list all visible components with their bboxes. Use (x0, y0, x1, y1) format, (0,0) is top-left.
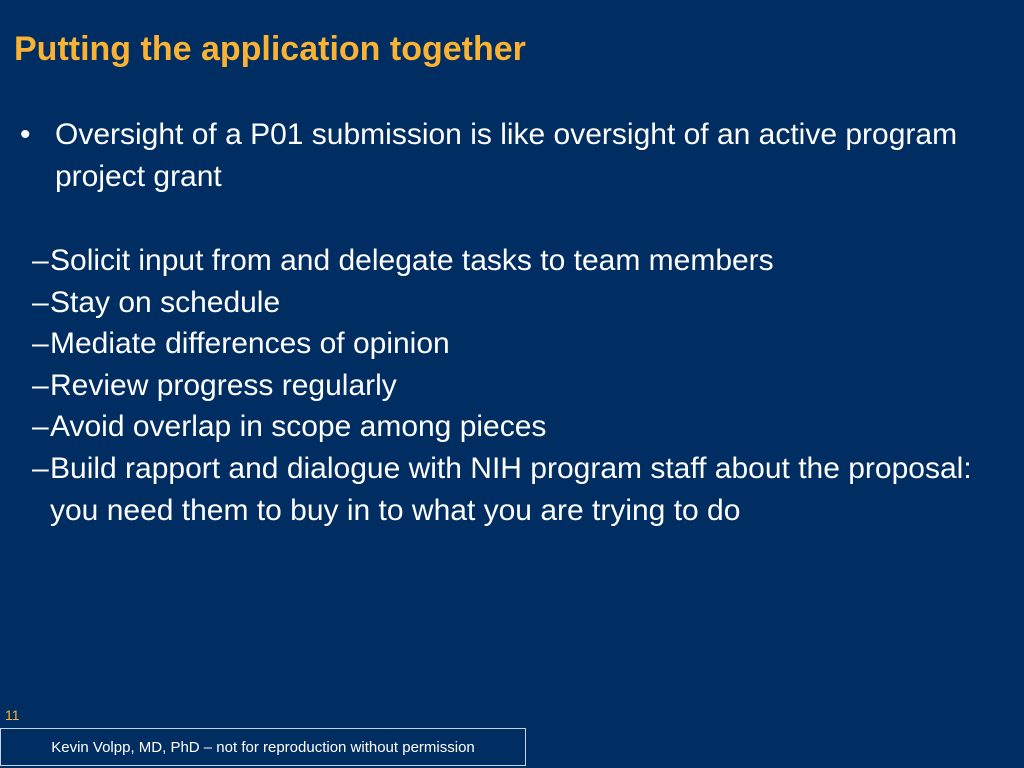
dash-icon: – (32, 410, 49, 444)
slide-title: Putting the application together (14, 30, 526, 68)
dash-icon: – (32, 285, 49, 319)
dash-icon: – (32, 244, 49, 277)
dash-icon: – (32, 451, 49, 485)
sub-bullet-text: Build rapport and dialogue with NIH program staff about the proposal: you need them to buy in to what you are trying to do (50, 451, 972, 527)
sub-bullet-item (32, 323, 992, 365)
sub-bullet-text: Solicit input from and delegate tasks to team members (50, 244, 774, 277)
sub-bullet-item (32, 406, 992, 448)
sub-bullet-item (32, 365, 992, 407)
page-number: 11 (5, 707, 20, 723)
footer-notice: Kevin Volpp, MD, PhD – not for reproduction without permission (0, 728, 526, 766)
dash-icon: – (32, 368, 49, 402)
sub-bullet-list (32, 240, 992, 531)
main-bullet (20, 114, 1000, 198)
sub-bullet-text: Mediate differences of opinion (50, 327, 450, 361)
sub-bullet-text: Stay on schedule (50, 285, 281, 319)
main-bullet-text: Oversight of a P01 submission is like oversight of an active program project grant (55, 118, 958, 193)
sub-bullet-item (32, 448, 992, 531)
bullet-icon: • (20, 118, 31, 151)
sub-bullet-text: Review progress regularly (50, 368, 397, 402)
sub-bullet-text: Avoid overlap in scope among pieces (50, 410, 547, 444)
dash-icon: – (32, 327, 49, 361)
sub-bullet-item (32, 282, 992, 324)
sub-bullet-item (32, 240, 992, 282)
